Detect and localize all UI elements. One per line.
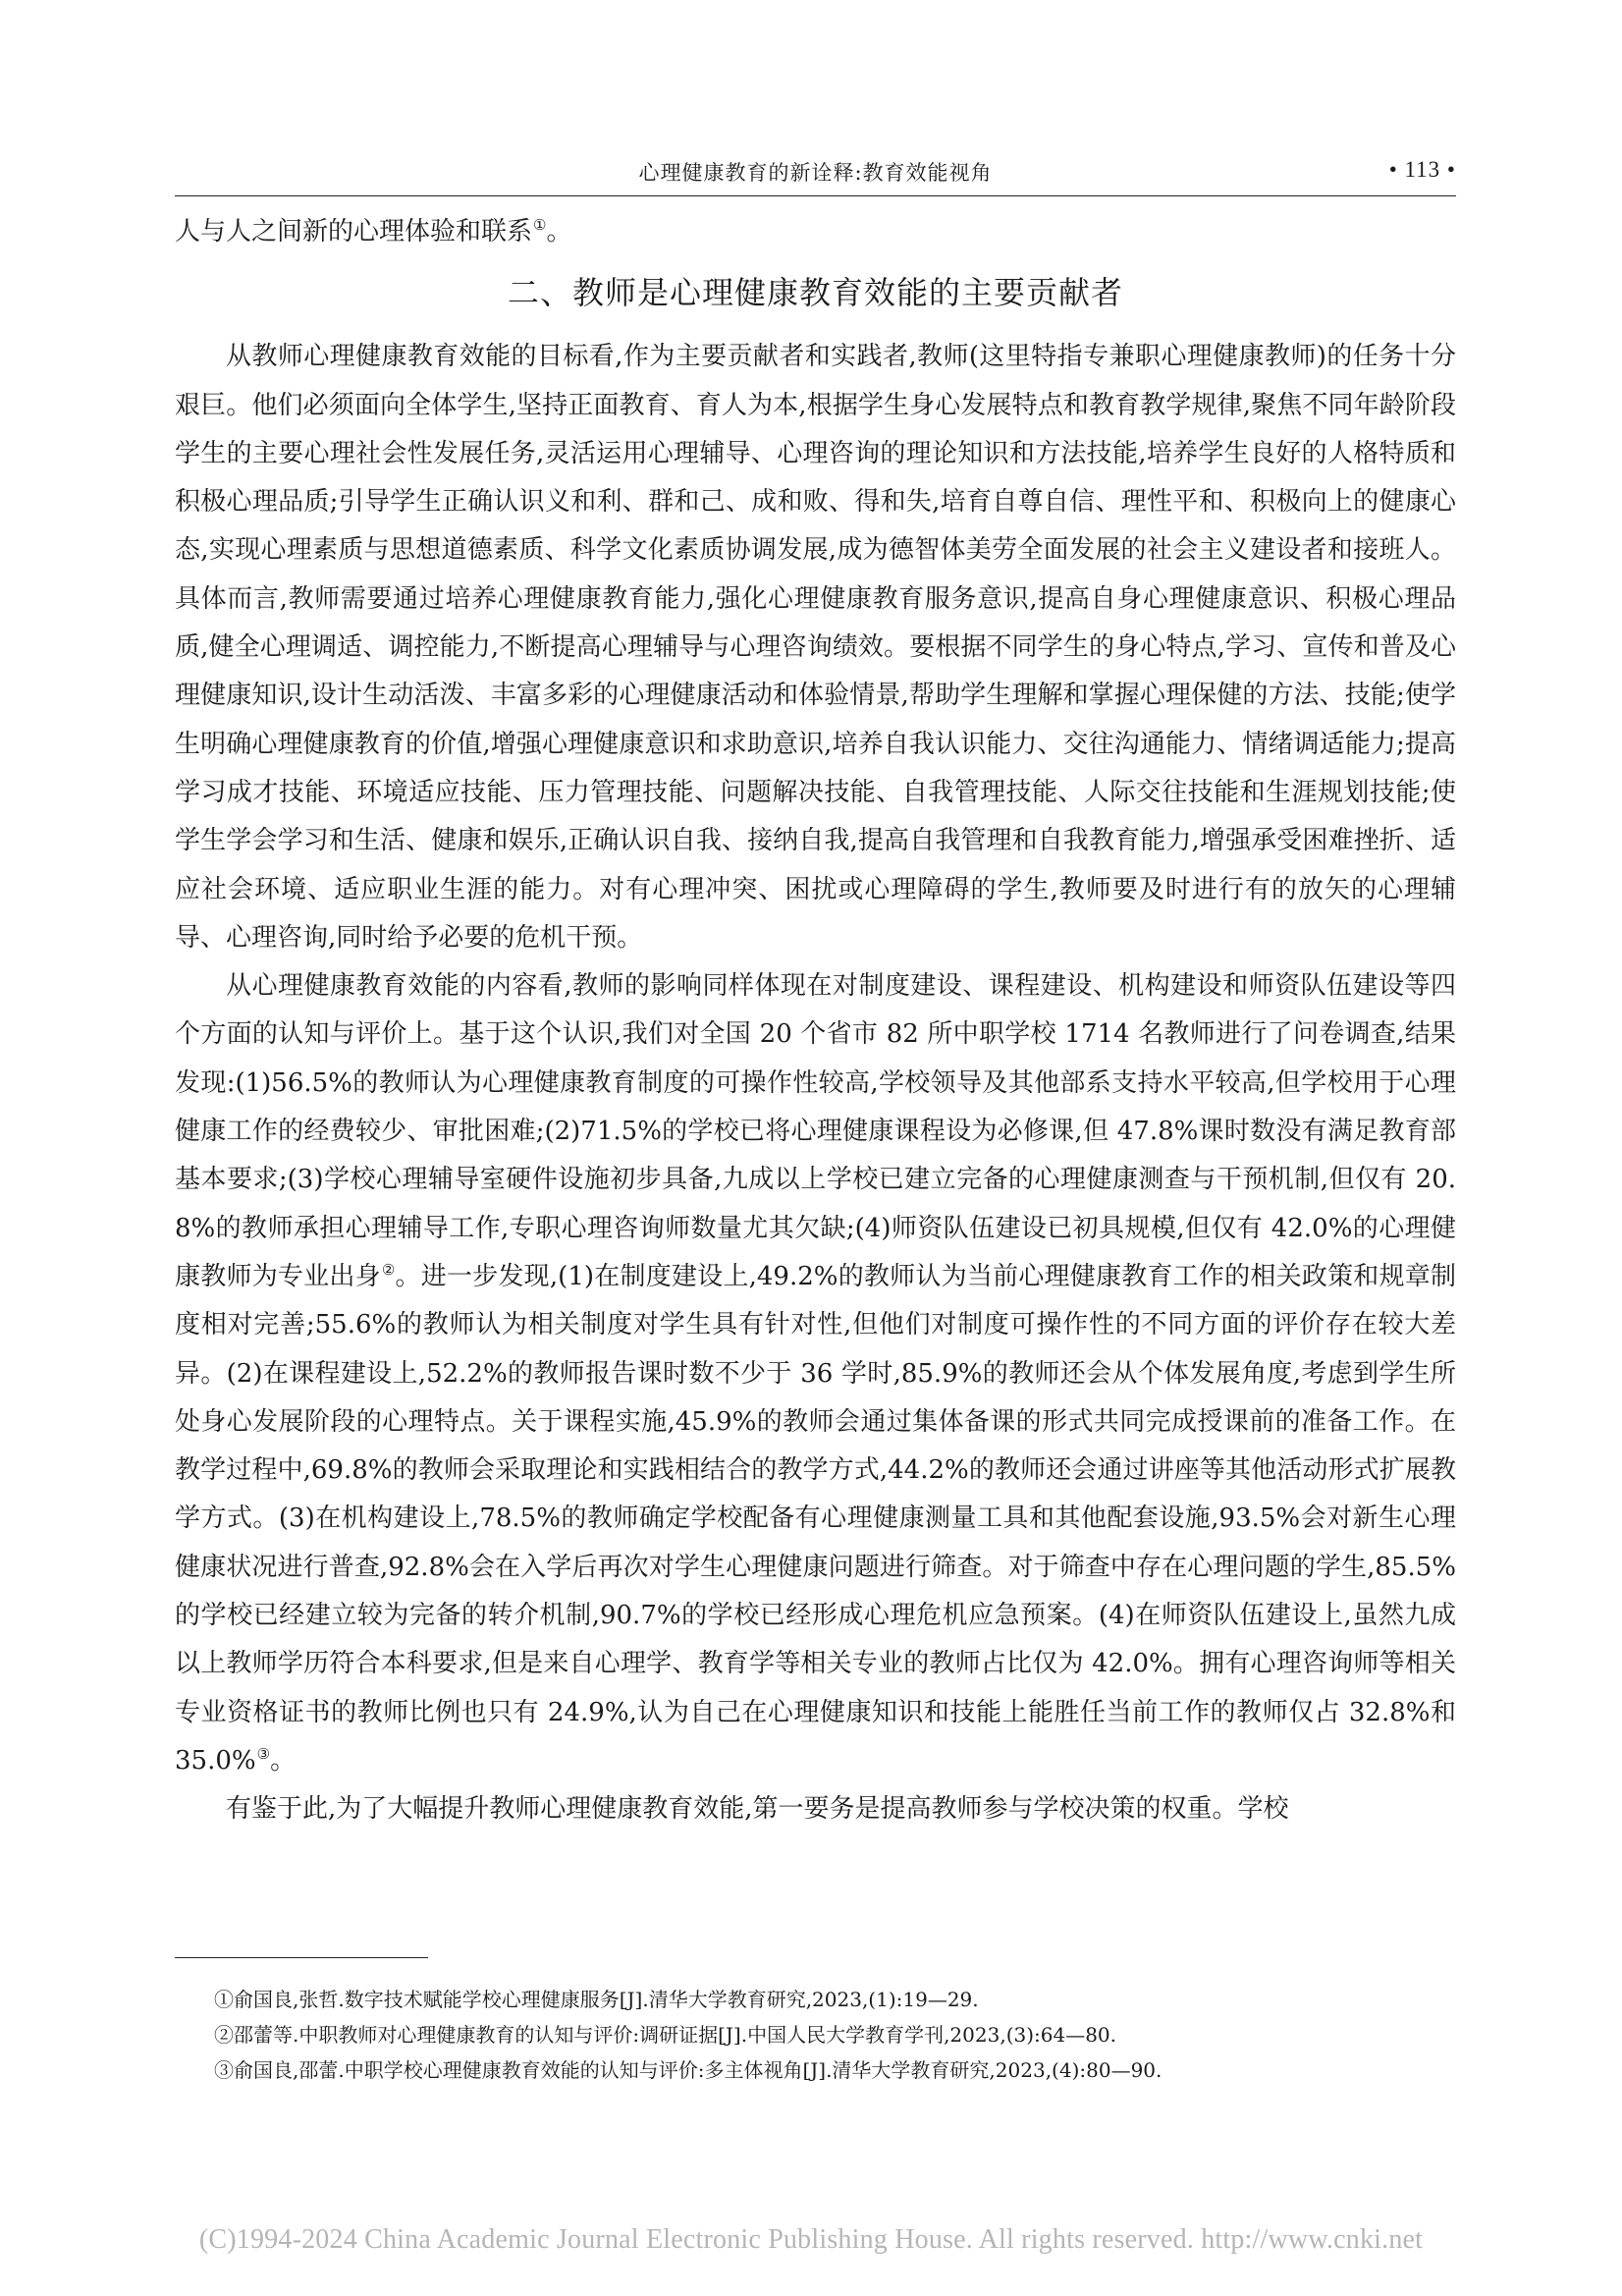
footnote-ref-3[interactable]: ③ (256, 1745, 271, 1764)
body-paragraph-3: 有鉴于此,为了大幅提升教师心理健康教育效能,第一要务是提高教师参与学校决策的权重。学校 (226, 1794, 1289, 1825)
continuation-paragraph: 人与人之间新的心理体验和联系①。 (175, 216, 572, 246)
footnotes (214, 1982, 1456, 2088)
copyright-notice: (C)1994-2024 China Academic Journal Electronic Publishing House. All rights reserved. http://www.cnki.net (198, 2224, 1424, 2255)
page-number: • 113 • (1388, 157, 1456, 182)
paragraph-2-part-1: 从心理健康教育效能的内容看,教师的影响同样体现在对制度建设、课程建设、机构建设和师资队伍建设等四个方面的认知与评价上。基于这个认识,我们对全国 20 个省市 82 所中职学校 1714 名教师进行了问卷调查,结果发现:(1)56.5%的教师认为心理健康教育制度的可操作性较高,学校领导及其他部系支持水平较高,但学校用于心理健康工作的经费较少、审批困难;(2)71.5%的学校已将心理健康课程设为必修课,但 47.8%课时数没有满足教育部基本要求;(3)学校心理辅导室硬件设施初步具备,九成以上学校已建立完备的心理健康测查与干预机制,但仅有 20.8%的教师承担心理辅导工作,专职心理咨询师数量尤其欠缺;(4)师资队伍建设已初具规模,但仅有 42.0%的心理健康教师为专业出身 (175, 971, 1456, 1291)
running-header (175, 153, 1456, 192)
paragraph-2-end: 。 (270, 1745, 297, 1776)
running-title: 心理健康教育的新诠释:教育效能视角 (638, 161, 993, 185)
section-heading: 二、教师是心理健康教育效能的主要贡献者 (507, 274, 1123, 312)
footnote-rule (175, 1957, 428, 1958)
footnote-3: ③俞国良,邵蕾.中职学校心理健康教育效能的认知与评价:多主体视角[J].清华大学教育研究,2023,(4):80—90. (214, 2058, 1162, 2082)
body-paragraph-2 (175, 962, 1456, 1785)
continuation-text: 人与人之间新的心理体验和联系 (175, 217, 533, 246)
footnote-1: ①俞国良,张哲.数字技术赋能学校心理健康服务[J].清华大学教育研究,2023,(1):19—29. (214, 1988, 979, 2011)
footnote-2: ②邵蕾等.中职教师对心理健康教育的认知与评价:调研证据[J].中国人民大学教育学刊,2023,(3):64—80. (214, 2023, 1117, 2047)
article-body (175, 208, 1456, 1834)
footnote-ref-2[interactable]: ② (381, 1261, 396, 1280)
header-rule (175, 195, 1456, 196)
body-paragraph-1: 从教师心理健康教育效能的目标看,作为主要贡献者和实践者,教师(这里特指专兼职心理健康教师)的任务十分艰巨。他们必须面向全体学生,坚持正面教育、育人为本,根据学生身心发展特点和教育教学规律,聚焦不同年龄阶段学生的主要心理社会性发展任务,灵活运用心理辅导、心理咨询的理论知识和方法技能,培养学生良好的人格特质和积极心理品质;引导学生正确认识义和利、群和己、成和败、得和失,培育自尊自信、理性平和、积极向上的健康心态,实现心理素质与思想道德素质、科学文化素质协调发展,成为德智体美劳全面发展的社会主义建设者和接班人。具体而言,教师需要通过培养心理健康教育能力,强化心理健康教育服务意识,提高自身心理健康意识、积极心理品质,健全心理调适、调控能力,不断提高心理辅导与心理咨询绩效。要根据不同学生的身心特点,学习、宣传和普及心理健康知识,设计生动活泼、丰富多彩的心理健康活动和体验情景,帮助学生理解和掌握心理保健的方法、技能;使学生明确心理健康教育的价值,增强心理健康意识和求助意识,培养自我认识能力、交往沟通能力、情绪调适能力;提高学习成才技能、环境适应技能、压力管理技能、问题解决技能、自我管理技能、人际交往技能和生涯规划技能;使学生学会学习和生活、健康和娱乐,正确认识自我、接纳自我,提高自我管理和自我教育能力,增强承受困难挫折、适应社会环境、适应职业生涯的能力。对有心理冲突、困扰或心理障碍的学生,教师要及时进行有的放矢的心理辅导、心理咨询,同时给予必要的危机干预。 (175, 342, 1456, 953)
paragraph-2-part-2: 。进一步发现,(1)在制度建设上,49.2%的教师认为当前心理健康教育工作的相关政策和规章制度相对完善;55.6%的教师认为相关制度对学生具有针对性,但他们对制度可操作性的不同方面的评价存在较大差异。(2)在课程建设上,52.2%的教师报告课时数不少于 36 学时,85.9%的教师还会从个体发展角度,考虑到学生所处身心发展阶段的心理特点。关于课程实施,45.9%的教师会通过集体备课的形式共同完成授课前的准备工作。在教学过程中,69.8%的教师会采取理论和实践相结合的教学方式,44.2%的教师还会通过讲座等其他活动形式扩展教学方式。(3)在机构建设上,78.5%的教师确定学校配备有心理健康测量工具和其他配套设施,93.5%会对新生心理健康状况进行普查,92.8%会在入学后再次对学生心理健康问题进行筛查。对于筛查中存在心理问题的学生,85.5%的学校已经建立较为完备的转介机制,90.7%的学校已经形成心理危机应急预案。(4)在师资队伍建设上,虽然九成以上教师学历符合本科要求,但是来自心理学、教育学等相关专业的教师占比仅为 42.0%。拥有心理咨询师等相关专业资格证书的教师比例也只有 24.9%,认为自己在心理健康知识和技能上能胜任当前工作的教师仅占 32.8%和 35.0% (175, 1261, 1456, 1776)
footnote-ref-1[interactable]: ① (533, 216, 547, 235)
